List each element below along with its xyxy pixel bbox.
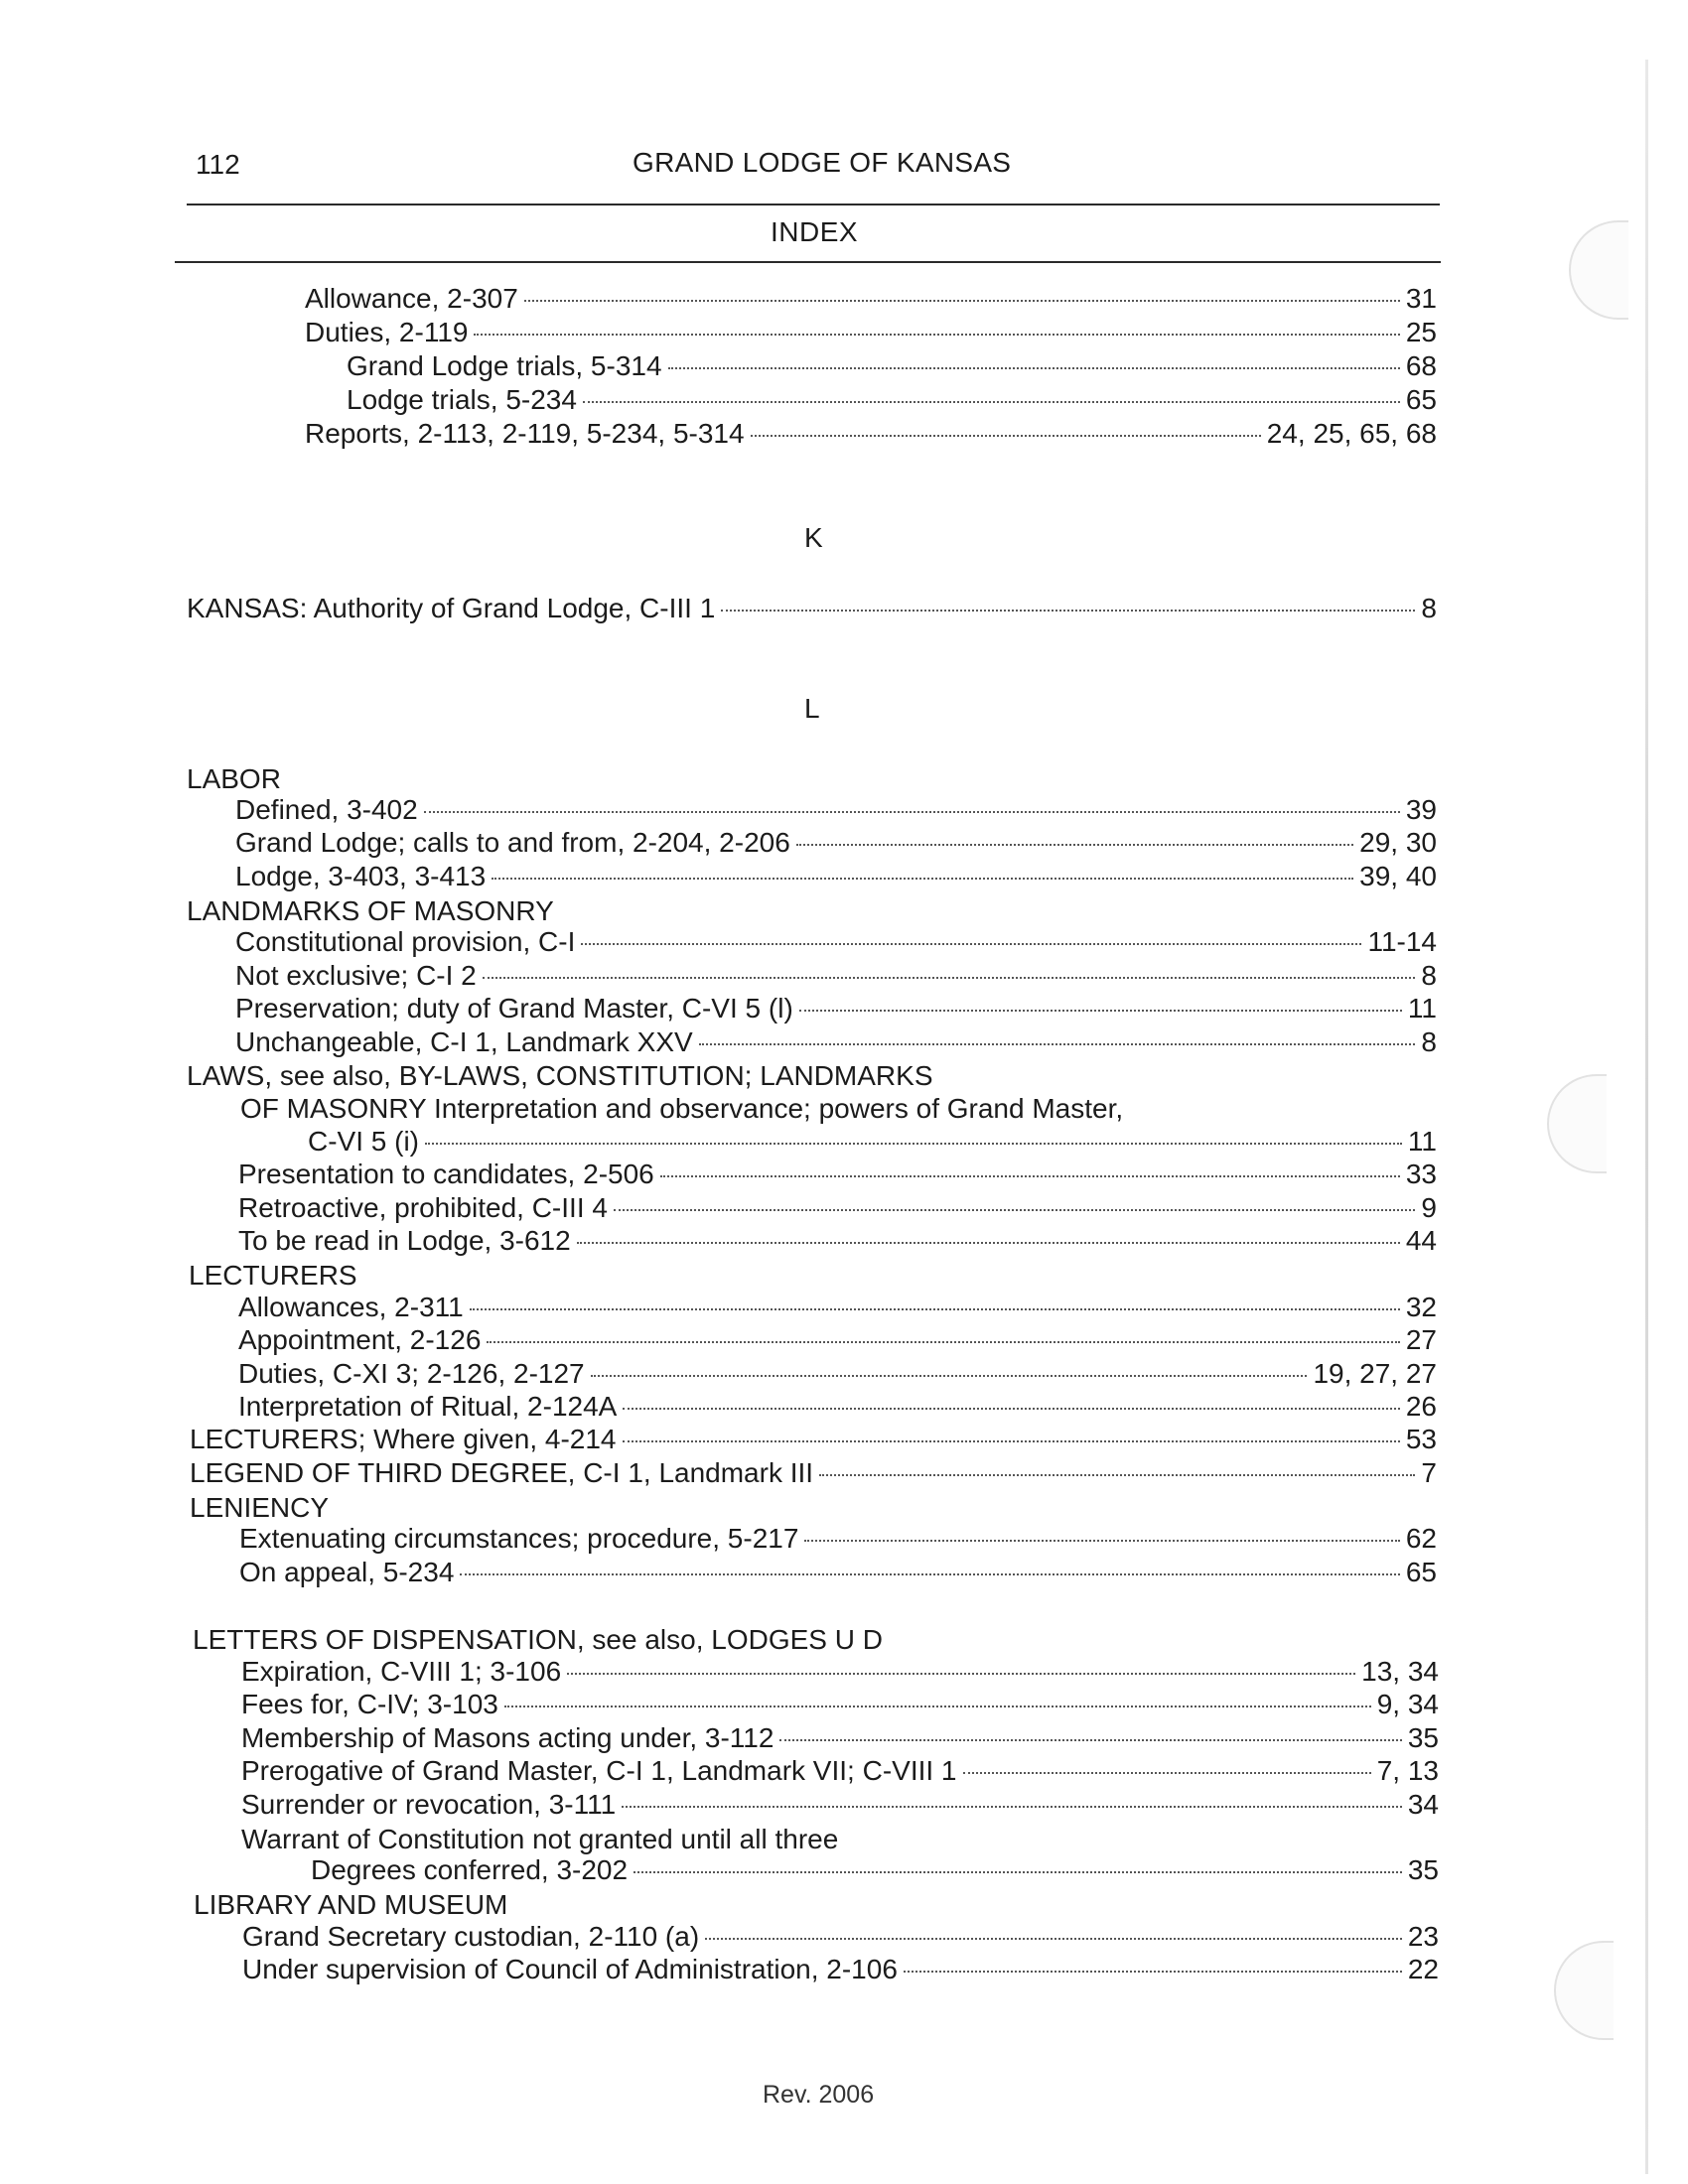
- index-entry: [235, 925, 1437, 959]
- entry-label: Prerogative of Grand Master, C-I 1, Landmark VII; C-VIII 1: [241, 1755, 957, 1786]
- leader-dots: [487, 1341, 1399, 1343]
- entry-pages: 65: [1405, 1557, 1437, 1587]
- entry-label: Extenuating circumstances; procedure, 5-217: [239, 1523, 799, 1554]
- index-entry: [238, 1390, 1437, 1424]
- index-entry: [242, 1920, 1439, 1954]
- index-entry: [235, 992, 1437, 1025]
- entry-label: Under supervision of Council of Administration, 2-106: [242, 1954, 898, 1984]
- entry-pages: 26: [1405, 1391, 1437, 1422]
- entry-label: On appeal, 5-234: [239, 1557, 455, 1587]
- section-letter-k: K: [804, 522, 823, 553]
- entry-label: To be read in Lodge, 3-612: [238, 1225, 571, 1256]
- leader-dots: [425, 1143, 1402, 1145]
- entry-label: Duties, 2-119: [305, 317, 469, 347]
- leader-dots: [524, 300, 1400, 302]
- entry-label: Not exclusive; C-I 2: [235, 960, 477, 991]
- entry-pages: 68: [1405, 350, 1437, 381]
- entry-label: Preservation; duty of Grand Master, C-VI 5 (l): [235, 993, 793, 1024]
- section-letter-l: L: [804, 693, 820, 724]
- leader-dots: [504, 1706, 1371, 1707]
- index-heading: LECTURERS: [189, 1260, 357, 1291]
- index-entry: [241, 1688, 1439, 1721]
- leader-dots: [492, 878, 1353, 880]
- leader-dots: [623, 1408, 1400, 1410]
- entry-pages: 39: [1405, 794, 1437, 825]
- entry-pages: 8: [1421, 960, 1437, 991]
- leader-dots: [581, 943, 1361, 945]
- leader-dots: [721, 610, 1415, 612]
- index-entry: [190, 1456, 1437, 1490]
- entry-label: Degrees conferred, 3-202: [311, 1854, 629, 1885]
- revision-footer: Rev. 2006: [763, 2081, 875, 2109]
- entry-pages: 44: [1405, 1225, 1437, 1256]
- entry-label: Surrender or revocation, 3-111: [241, 1789, 617, 1820]
- entry-label: Fees for, C-IV; 3-103: [241, 1689, 498, 1719]
- entry-label: Defined, 3-402: [235, 794, 418, 825]
- index-entry: [241, 1754, 1439, 1788]
- index-entry: [238, 1224, 1437, 1258]
- entry-pages: 53: [1405, 1424, 1437, 1454]
- index-entry: [238, 1357, 1437, 1391]
- entry-pages: 23: [1407, 1921, 1439, 1952]
- index-entry: [305, 417, 1437, 451]
- leader-dots: [583, 401, 1400, 403]
- entry-pages: 29, 30: [1359, 827, 1437, 858]
- leader-dots: [591, 1375, 1308, 1377]
- entry-pages: 9: [1421, 1192, 1437, 1223]
- index-heading: LENIENCY: [190, 1492, 330, 1523]
- entry-pages: 62: [1405, 1523, 1437, 1554]
- entry-pages: 19, 27, 27: [1313, 1358, 1437, 1389]
- entry-label: Reports, 2-113, 2-119, 5-234, 5-314: [305, 418, 745, 449]
- leader-dots: [424, 811, 1400, 813]
- index-entry: [308, 1125, 1437, 1159]
- entry-pages: 24, 25, 65, 68: [1266, 418, 1437, 449]
- leader-dots: [633, 1871, 1402, 1873]
- leader-dots: [804, 1540, 1399, 1542]
- punch-hole: [1554, 1941, 1614, 2040]
- index-entry: [235, 1025, 1437, 1059]
- index-entry: [241, 1788, 1439, 1822]
- leader-dots: [699, 1043, 1416, 1045]
- index-heading: LETTERS OF DISPENSATION, see also, LODGES U D: [193, 1624, 883, 1655]
- entry-pages: 35: [1407, 1722, 1439, 1753]
- entry-label: Interpretation of Ritual, 2-124A: [238, 1391, 618, 1422]
- punch-hole: [1547, 1074, 1607, 1173]
- index-heading: LANDMARKS OF MASONRY: [187, 895, 554, 926]
- index-entry: [347, 349, 1437, 383]
- leader-dots: [622, 1806, 1402, 1808]
- index-entry: [241, 1655, 1439, 1689]
- entry-pages: 34: [1407, 1789, 1439, 1820]
- leader-dots: [577, 1242, 1400, 1244]
- leader-dots: [751, 435, 1261, 437]
- entry-label: Lodge, 3-403, 3-413: [235, 861, 487, 891]
- entry-label: Presentation to candidates, 2-506: [238, 1159, 654, 1189]
- index-entry: [239, 1522, 1437, 1556]
- entry-pages: 33: [1405, 1159, 1437, 1189]
- index-entry: [235, 793, 1437, 827]
- entry-pages: 31: [1405, 283, 1437, 314]
- entry-label: Grand Secretary custodian, 2-110 (a): [242, 1921, 700, 1952]
- index-entry: [190, 1423, 1437, 1456]
- leader-dots: [799, 1010, 1402, 1012]
- entry-label: Expiration, C-VIII 1; 3-106: [241, 1656, 562, 1687]
- entry-pages: 11: [1407, 1126, 1437, 1157]
- index-entry: [241, 1721, 1439, 1755]
- header-rule-top: [187, 204, 1440, 205]
- entry-label: Retroactive, prohibited, C-III 4: [238, 1192, 608, 1223]
- index-entry: [305, 282, 1437, 316]
- index-heading: LIBRARY AND MUSEUM: [194, 1889, 508, 1920]
- section-title: INDEX: [771, 216, 859, 247]
- index-entry: [239, 1556, 1437, 1589]
- leader-dots: [819, 1474, 1415, 1476]
- entry-pages: 9, 34: [1376, 1689, 1439, 1719]
- entry-label: C-VI 5 (i): [308, 1126, 419, 1157]
- leader-dots: [668, 367, 1400, 369]
- leader-dots: [705, 1938, 1402, 1940]
- leader-dots: [623, 1440, 1400, 1442]
- page-number: 112: [196, 149, 240, 180]
- index-heading: LABOR: [187, 763, 281, 794]
- index-entry: [238, 1158, 1437, 1191]
- entry-pages: 35: [1407, 1854, 1439, 1885]
- header-rule-bottom: [175, 261, 1441, 263]
- entry-pages: 11-14: [1367, 926, 1437, 957]
- leader-dots: [660, 1175, 1400, 1177]
- entry-pages: 8: [1421, 1026, 1437, 1057]
- index-entry: [305, 316, 1437, 349]
- running-title: GRAND LODGE OF KANSAS: [633, 147, 1012, 178]
- index-entry: [238, 1291, 1437, 1324]
- leader-dots: [904, 1971, 1402, 1973]
- entry-label: Grand Lodge; calls to and from, 2-204, 2-206: [235, 827, 790, 858]
- leader-dots: [474, 334, 1399, 336]
- entry-pages: 22: [1407, 1954, 1439, 1984]
- leader-dots: [779, 1739, 1401, 1741]
- entry-label: Unchangeable, C-I 1, Landmark XXV: [235, 1026, 693, 1057]
- entry-label: KANSAS: Authority of Grand Lodge, C-III 1: [187, 593, 716, 623]
- entry-pages: 39, 40: [1359, 861, 1437, 891]
- index-entry: [187, 592, 1437, 625]
- index-entry: [238, 1191, 1437, 1225]
- index-entry: [242, 1953, 1439, 1986]
- index-entry: [235, 826, 1437, 860]
- leader-dots: [483, 977, 1416, 979]
- entry-label: Constitutional provision, C-I: [235, 926, 576, 957]
- entry-pages: 7: [1421, 1457, 1437, 1488]
- index-entry: [347, 383, 1437, 417]
- leader-dots: [460, 1573, 1399, 1575]
- entry-label: Membership of Masons acting under, 3-112: [241, 1722, 774, 1753]
- entry-pages: 27: [1405, 1324, 1437, 1355]
- entry-label: Allowances, 2-311: [238, 1292, 464, 1322]
- index-heading-continuation: OF MASONRY Interpretation and observance; powers of Grand Master,: [240, 1093, 1124, 1124]
- entry-label: LECTURERS; Where given, 4-214: [190, 1424, 617, 1454]
- entry-label: LEGEND OF THIRD DEGREE, C-I 1, Landmark III: [190, 1457, 814, 1488]
- leader-dots: [470, 1308, 1400, 1310]
- entry-pages: 25: [1405, 317, 1437, 347]
- index-heading: LAWS, see also, BY-LAWS, CONSTITUTION; LANDMARKS: [187, 1060, 933, 1091]
- entry-label: Appointment, 2-126: [238, 1324, 482, 1355]
- leader-dots: [614, 1209, 1415, 1211]
- entry-pages: 11: [1407, 993, 1437, 1024]
- index-entry: [238, 1323, 1437, 1357]
- leader-dots: [567, 1673, 1355, 1675]
- index-entry: [235, 860, 1437, 893]
- punch-hole: [1569, 220, 1628, 320]
- index-subheading: Warrant of Constitution not granted until all three: [241, 1824, 839, 1854]
- leader-dots: [796, 844, 1353, 846]
- page-edge: [1645, 60, 1648, 2174]
- entry-pages: 7, 13: [1376, 1755, 1439, 1786]
- leader-dots: [963, 1772, 1371, 1774]
- entry-label: Lodge trials, 5-234: [347, 384, 577, 415]
- entry-pages: 8: [1421, 593, 1437, 623]
- entry-label: Duties, C-XI 3; 2-126, 2-127: [238, 1358, 585, 1389]
- entry-pages: 32: [1405, 1292, 1437, 1322]
- entry-label: Grand Lodge trials, 5-314: [347, 350, 662, 381]
- entry-pages: 65: [1405, 384, 1437, 415]
- index-entry: [235, 959, 1437, 993]
- entry-label: Allowance, 2-307: [305, 283, 518, 314]
- entry-pages: 13, 34: [1361, 1656, 1439, 1687]
- index-entry: [311, 1853, 1439, 1887]
